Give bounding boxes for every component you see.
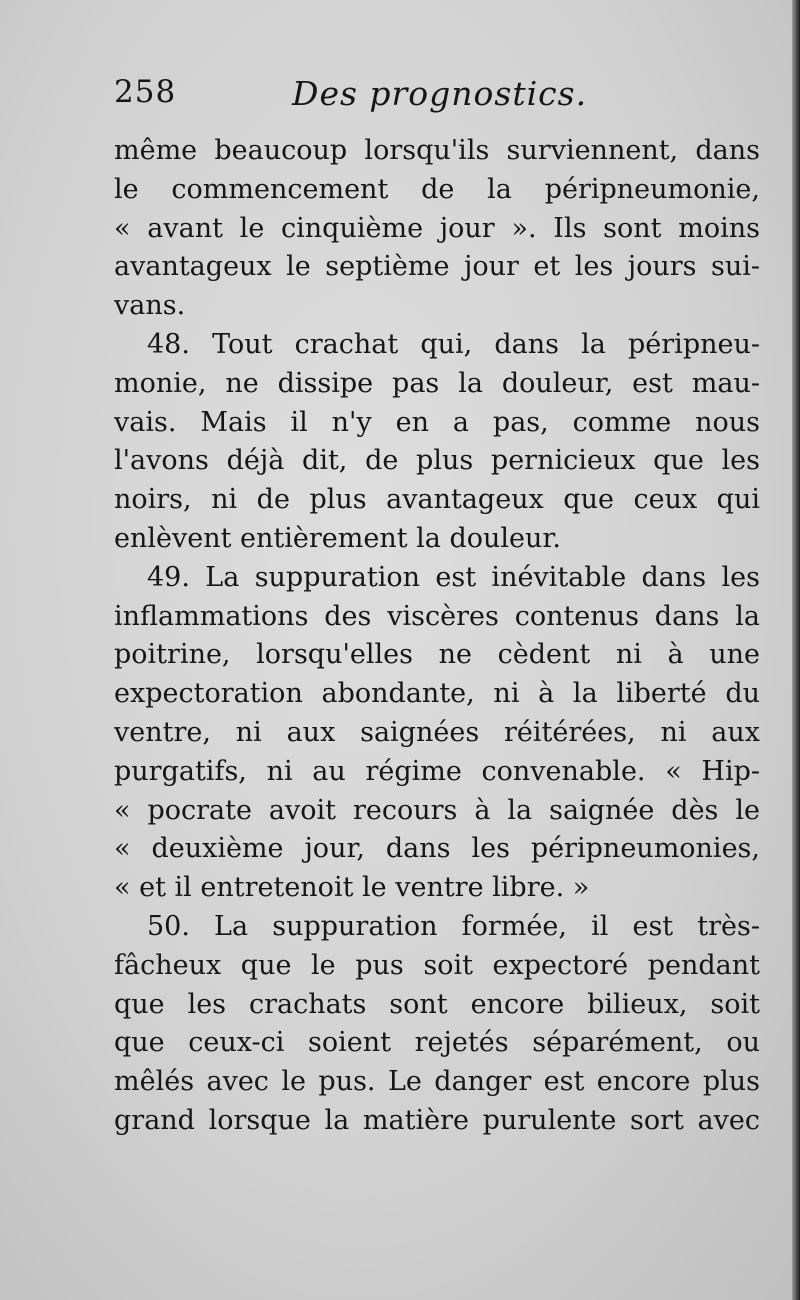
text-line: enlèvent entièrement la douleur. — [114, 522, 561, 554]
text-line: que les crachats sont encore bilieux, soit — [114, 988, 760, 1020]
text-line: avantageux le septième jour et les jours sui- — [114, 251, 760, 283]
text-line: purgatifs, ni au régime convenable. « Hip- — [114, 755, 760, 787]
text-line: le commencement de la péripneumonie, — [114, 173, 760, 205]
text-line: poitrine, lorsqu'elles ne cèdent ni à une — [114, 639, 760, 671]
text-line: l'avons déjà dit, de plus pernicieux que les — [114, 445, 760, 477]
text-line: 48. Tout crachat qui, dans la péripneu- — [147, 328, 760, 360]
text-line: expectoration abondante, ni à la liberté du — [114, 678, 760, 710]
text-line: inflammations des viscères contenus dans la — [114, 600, 760, 632]
text-line: 49. La suppuration est inévitable dans les — [147, 561, 760, 593]
text-line: vans. — [114, 290, 186, 322]
text-line: « et il entretenoit le ventre libre. » — [114, 872, 590, 904]
text-line: noirs, ni de plus avantageux que ceux qui — [114, 484, 760, 516]
text-line: « avant le cinquième jour ». Ils sont moins — [114, 212, 760, 244]
text-line: vais. Mais il n'y en a pas, comme nous — [114, 406, 760, 438]
text-line: ventre, ni aux saignées réitérées, ni aux — [114, 716, 760, 748]
page-edge-shadow — [792, 0, 800, 1300]
running-head — [114, 74, 754, 124]
text-line: « pocrate avoit recours à la saignée dès le — [114, 794, 760, 826]
text-line: même beaucoup lorsqu'ils surviennent, dans — [114, 135, 760, 166]
text-line: 50. La suppuration formée, il est très- — [147, 910, 760, 942]
text-line: monie, ne dissipe pas la douleur, est mau- — [114, 367, 760, 399]
text-line: mêlés avec le pus. Le danger est encore plus — [114, 1066, 760, 1098]
text-line: grand lorsque la matière purulente sort avec — [114, 1104, 760, 1136]
running-title: Des prognostics. — [292, 74, 588, 113]
text-line: fâcheux que le pus soit expectoré pendant — [114, 949, 760, 981]
body-text — [114, 132, 760, 1182]
text-line: que ceux-ci soient rejetés séparément, ou — [114, 1027, 760, 1059]
text-line: « deuxième jour, dans les péripneumonies, — [114, 833, 760, 865]
page-number: 258 — [114, 74, 177, 110]
